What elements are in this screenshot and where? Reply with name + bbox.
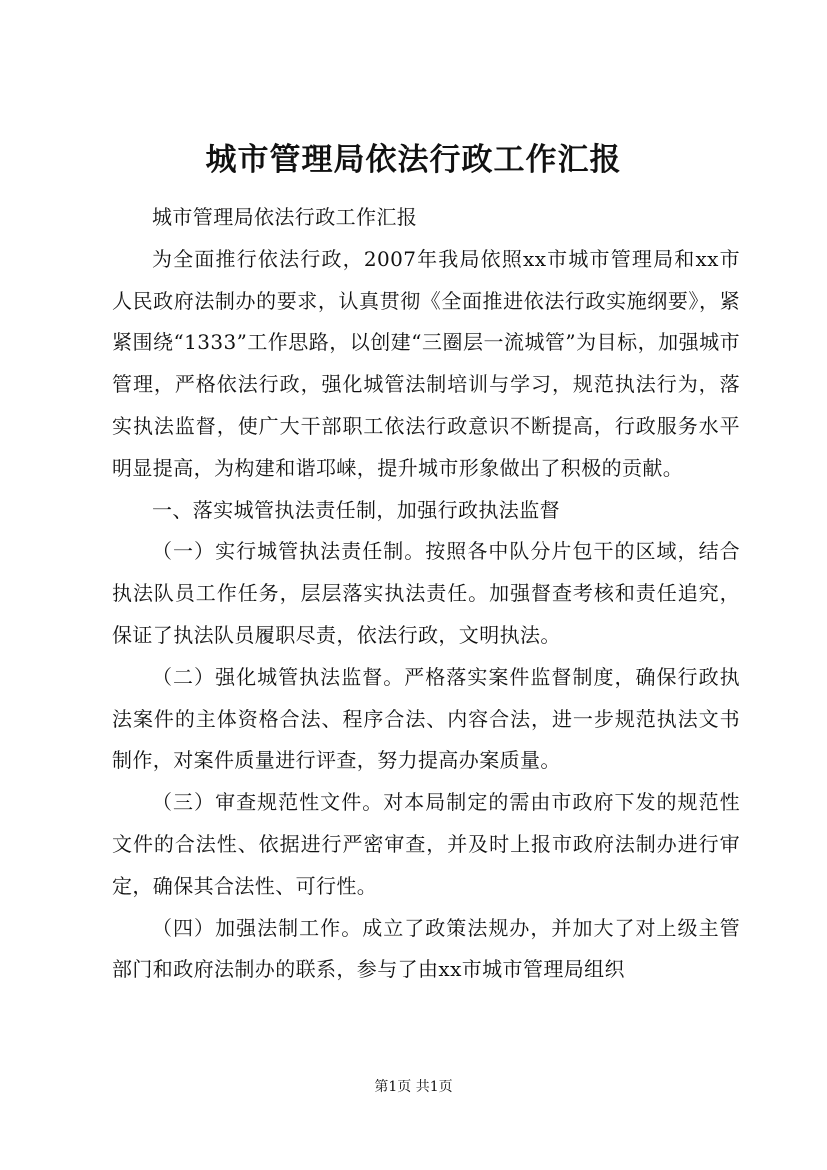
page-footer: 第1页 共1页 [374, 1079, 453, 1095]
paragraph-subtitle: 城市管理局依法行政工作汇报 [152, 205, 418, 229]
document-title: 城市管理局依法行政工作汇报 [205, 142, 622, 178]
paragraph-item-3: （三）审查规范性文件。对本局制定的需由市政府下发的规范性文件的合法性、依据进行严密审查，并及时上报市政府法制办进行审定，确保其合法性、可行性。 [112, 790, 740, 898]
document-body [112, 197, 740, 991]
paragraph-item-1: （一）实行城管执法责任制。按照各中队分片包干的区域，结合执法队员工作任务，层层落实执法责任。加强督查考核和责任追究，保证了执法队员履职尽责，依法行政，文明执法。 [112, 539, 740, 647]
section-heading-1: 一、落实城管执法责任制，加强行政执法监督 [152, 497, 560, 522]
paragraph-item-2: （二）强化城管执法监督。严格落实案件监督制度，确保行政执法案件的主体资格合法、程序合法、内容合法，进一步规范执法文书制作，对案件质量进行评查，努力提高办案质量。 [112, 664, 740, 773]
paragraph-intro: 为全面推行依法行政，2007年我局依照xx市城市管理局和xx市人民政府法制办的要求，认真贯彻《全面推进依法行政实施纲要》，紧紧围绕“1333”工作思路，以创建“三圈层一流城管”为目标，加强城市管理，严格依法行政，强化城管法制培训与学习，规范执法行为，落实执法监督，使广大干部职工依法行政意识不断提高，行政服务水平明显提高，为构建和谐邛崃，提升城市形象做出了积极的贡献。 [112, 246, 740, 480]
paragraph-item-4: （四）加强法制工作。成立了政策法规办，并加大了对上级主管部门和政府法制办的联系，参与了由xx市城市管理局组织 [112, 915, 740, 982]
